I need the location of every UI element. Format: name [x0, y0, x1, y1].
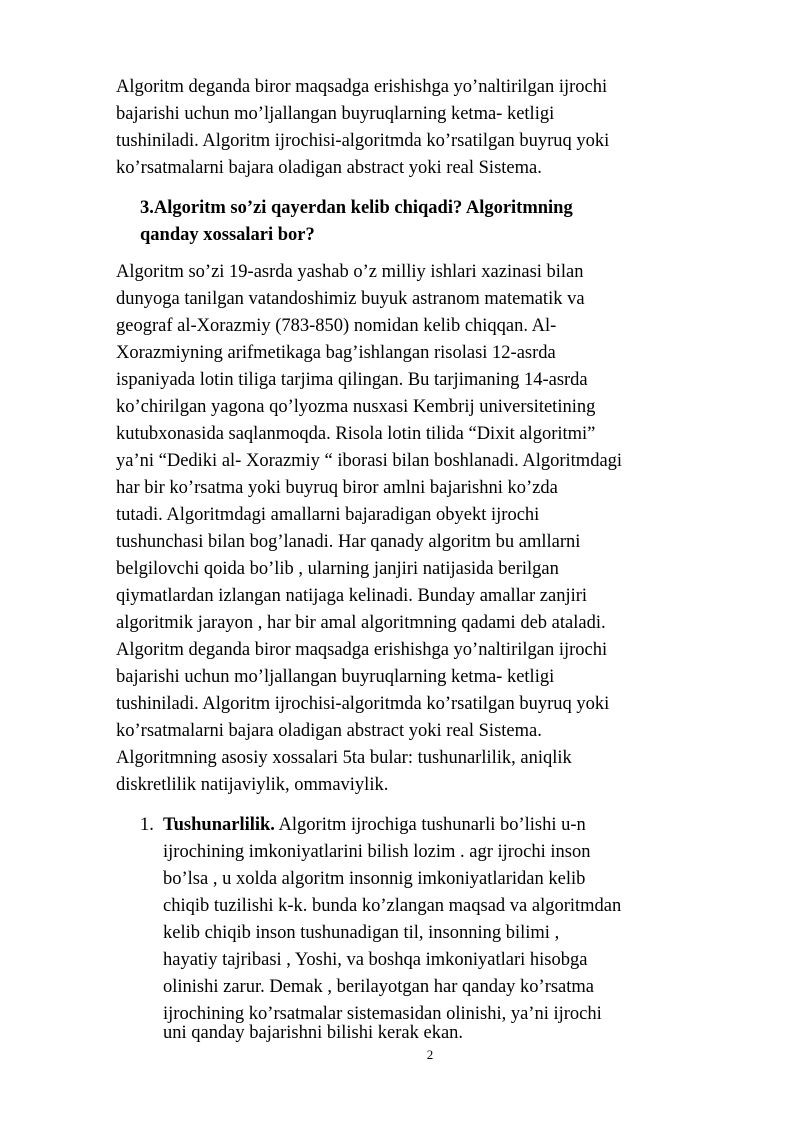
- text-line: ya’ni “Dediki al- Xorazmiy “ iborasi bilan boshlanadi. Algoritmdagi: [116, 451, 623, 471]
- text-line: har bir ko’rsatma yoki buyruq biror amlni bajarishni ko’zda: [116, 478, 558, 498]
- text-line: Algoritm so’zi 19-asrda yashab o’z milliy ishlari xazinasi bilan: [116, 262, 584, 282]
- heading-line: qanday xossalari bor?: [140, 225, 315, 245]
- text-line: Xorazmiyning arifmetikaga bag’ishlangan risolasi 12-asrda: [116, 343, 556, 363]
- text-line: ko’rsatmalarni bajara oladigan abstract yoki real Sistema.: [116, 721, 542, 741]
- text-line: tutadi. Algoritmdagi amallarni bajaradigan obyekt ijrochi: [116, 505, 540, 525]
- text-line: [163, 812, 586, 838]
- text-line: ko’chirilgan yagona qo’lyozma nusxasi Kembrij universitetining: [116, 397, 596, 417]
- text-line: ijrochining imkoniyatlarini bilish lozim . agr ijrochi inson: [163, 842, 591, 862]
- text-line: hayatiy tajribasi , Yoshi, va boshqa imkoniyatlari hisobga: [163, 950, 588, 970]
- text-line: ko’rsatmalarni bajara oladigan abstract yoki real Sistema.: [116, 158, 542, 178]
- text-line: uni qanday bajarishni bilishi kerak ekan.: [163, 1023, 464, 1043]
- text-line: bajarishi uchun mo’ljallangan buyruqlarning ketma- ketligi: [116, 667, 555, 687]
- list-term: Tushunarlilik.: [163, 815, 275, 835]
- text-line: tushiniladi. Algoritm ijrochisi-algoritmda ko’rsatilgan buyruq yoki: [116, 131, 610, 151]
- text-line: Algoritm deganda biror maqsadga erishishga yo’naltirilgan ijrochi: [116, 77, 608, 97]
- text-line: Algoritm deganda biror maqsadga erishishga yo’naltirilgan ijrochi: [116, 640, 608, 660]
- text-line: kelib chiqib inson tushunadigan til, insonning bilimi ,: [163, 923, 560, 943]
- list-number: 1.: [140, 815, 154, 835]
- text-line: diskretlilik natijaviylik, ommaviylik.: [116, 775, 389, 795]
- text-line: geograf al-Xorazmiy (783-850) nomidan kelib chiqqan. Al-: [116, 316, 557, 336]
- text-line: kutubxonasida saqlanmoqda. Risola lotin tilida “Dixit algoritmi”: [116, 424, 596, 444]
- text-line: belgilovchi qoida bo’lib , ularning janjiri natijasida berilgan: [116, 559, 559, 579]
- heading-line: 3.Algoritm so’zi qayerdan kelib chiqadi? Algoritmning: [140, 198, 573, 218]
- text-line: bajarishi uchun mo’ljallangan buyruqlarning ketma- ketligi: [116, 104, 555, 124]
- page-number: 2: [426, 1047, 434, 1062]
- text-line: olinishi zarur. Demak , berilayotgan har qanday ko’rsatma: [163, 977, 595, 997]
- text-line: tushiniladi. Algoritm ijrochisi-algoritmda ko’rsatilgan buyruq yoki: [116, 694, 610, 714]
- text-line: Algoritmning asosiy xossalari 5ta bular: tushunarlilik, aniqlik: [116, 748, 572, 768]
- text-line: ispaniyada lotin tiliga tarjima qilingan. Bu tarjimaning 14-asrda: [116, 370, 588, 390]
- text-line: dunyoga tanilgan vatandoshimiz buyuk astranom matematik va: [116, 289, 585, 309]
- list-first-line-text: Algoritm ijrochiga tushunarli bo’lishi u-n: [274, 815, 586, 835]
- text-line: algoritmik jarayon , har bir amal algoritmning qadami deb ataladi.: [116, 613, 606, 633]
- text-line: tushunchasi bilan bog’lanadi. Har qanady algoritm bu amllarni: [116, 532, 581, 552]
- text-line: qiymatlardan izlangan natijaga kelinadi. Bunday amallar zanjiri: [116, 586, 588, 606]
- text-line: bo’lsa , u xolda algoritm insonnig imkoniyatlaridan kelib: [163, 869, 586, 889]
- text-line: chiqib tuzilishi k-k. bunda ko’zlangan maqsad va algoritmdan: [163, 896, 622, 916]
- text-line: ijrochining ko’rsatmalar sistemasidan olinishi, ya’ni ijrochi: [163, 1004, 602, 1024]
